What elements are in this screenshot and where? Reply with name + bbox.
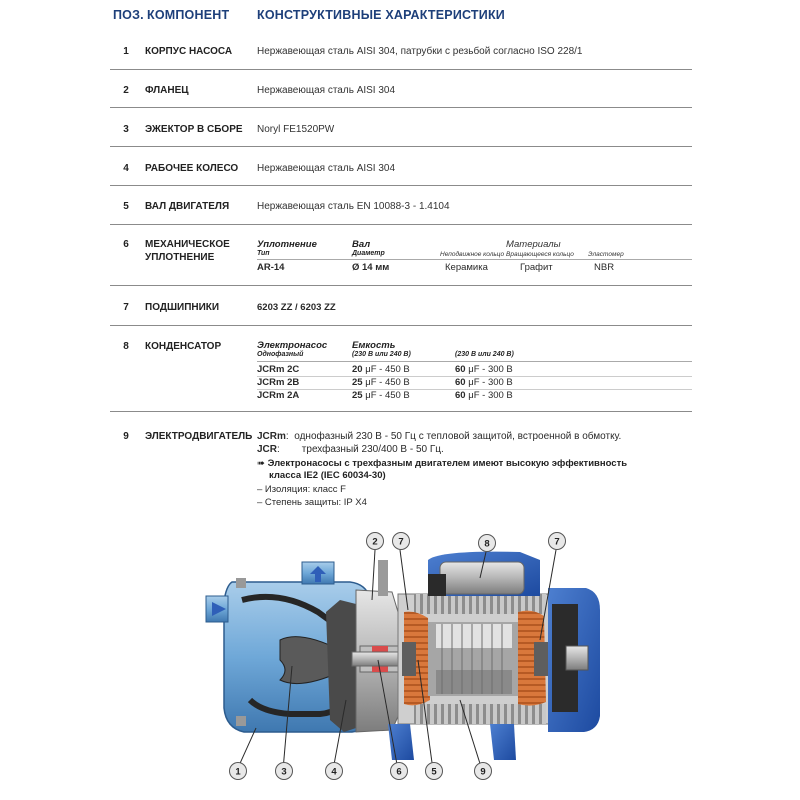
row-divider xyxy=(110,285,692,286)
row-description: Нержавеющая сталь EN 10088-3 - 1.4104 xyxy=(257,201,450,212)
callout-label: 9 xyxy=(480,766,486,778)
row-component: КОРПУС НАСОСА xyxy=(145,46,233,57)
seal-type-value: AR-14 xyxy=(257,262,285,273)
jcrm-label: JCRm xyxy=(257,431,286,442)
row-number: 1 xyxy=(123,46,129,57)
capacitor-value-1: 25 xyxy=(352,390,363,401)
elastomer-value: NBR xyxy=(594,262,615,273)
capacitor-unit-1: μF - 450 В xyxy=(365,364,410,375)
arrow-icon: ➠ xyxy=(257,458,265,469)
seal-name-line2: УПЛОТНЕНИЕ xyxy=(145,252,215,263)
callout-1 xyxy=(228,761,248,781)
rotating-ring-label: Вращающееся кольцо xyxy=(506,251,574,258)
row-divider xyxy=(110,224,692,225)
rotating-ring-value: Графит xyxy=(520,262,553,273)
callout-label: 7 xyxy=(398,536,404,548)
capacity-voltage-2: (230 В или 240 В) xyxy=(455,351,514,358)
header-characteristics: КОНСТРУКТИВНЫЕ ХАРАКТЕРИСТИКИ xyxy=(257,8,505,22)
capacitor-unit-2: μF - 300 В xyxy=(468,364,513,375)
callout-9 xyxy=(473,761,493,781)
capacitor-value-2: 60 xyxy=(455,377,466,388)
header-pos: ПОЗ. xyxy=(113,8,144,22)
pump-cross-section-illustration xyxy=(0,520,800,800)
capacitor-value-2: 60 xyxy=(455,390,466,401)
row-number: 5 xyxy=(123,201,129,212)
row-divider xyxy=(110,107,692,108)
callout-label: 5 xyxy=(431,766,437,778)
row-component: КОНДЕНСАТОР xyxy=(145,341,222,352)
callout-label: 8 xyxy=(484,538,490,550)
capacitor-unit-2: μF - 300 В xyxy=(468,377,513,388)
callout-label: 4 xyxy=(331,766,337,778)
row-description: Noryl FE1520PW xyxy=(257,124,335,135)
single-phase-label: Однофазный xyxy=(257,351,304,358)
pump-col-header: Электронасос xyxy=(257,340,328,351)
callout-3 xyxy=(274,761,294,781)
row-number: 3 xyxy=(123,124,129,135)
row-number: 4 xyxy=(123,163,129,174)
elastomer-label: Эластомер xyxy=(588,251,624,258)
row-number: 9 xyxy=(123,431,129,442)
jcr-label: JCR xyxy=(257,444,278,455)
row-number: 2 xyxy=(123,85,129,96)
row-divider xyxy=(110,185,692,186)
protection-class: – Степень защиты: IP X4 xyxy=(257,497,367,508)
materials-col-header: Материалы xyxy=(506,239,561,250)
jcr-text: трехфазный 230/400 В - 50 Гц. xyxy=(301,444,444,455)
shaft-diameter-value: Ø 14 мм xyxy=(352,262,390,273)
row-number: 6 xyxy=(123,239,129,250)
row-component: ВАЛ ДВИГАТЕЛЯ xyxy=(145,201,230,212)
bearings-value: 6203 ZZ / 6203 ZZ xyxy=(257,302,336,313)
callout-label: 6 xyxy=(396,766,402,778)
row-divider xyxy=(110,146,692,147)
row-number: 8 xyxy=(123,341,129,352)
row-component: ЭЛЕКТРОДВИГАТЕЛЬ xyxy=(145,431,253,442)
row-description: Нержавеющая сталь AISI 304 xyxy=(257,85,396,96)
jcrm-text: однофазный 230 В - 50 Гц с тепловой защитой, встроенной в обмотку. xyxy=(294,431,622,442)
efficiency-note-line1: Электронасосы с трехфазным двигателем имеют высокую эффективность xyxy=(267,458,628,469)
efficiency-note xyxy=(257,458,627,482)
capacitor-unit-1: μF - 450 В xyxy=(365,390,410,401)
row-number: 7 xyxy=(123,302,129,313)
seal-type-label: Тип xyxy=(257,250,270,257)
efficiency-note-line2: класса IE2 (IEC 60034-30) xyxy=(269,470,386,481)
capacitor-value-1: 25 xyxy=(352,377,363,388)
row-divider xyxy=(110,411,692,412)
row-divider xyxy=(110,69,692,70)
capacitor-unit-2: μF - 300 В xyxy=(468,390,513,401)
fixed-ring-value: Керамика xyxy=(445,262,488,273)
row-description: Нержавеющая сталь AISI 304 xyxy=(257,163,396,174)
capacitor-model: JCRm 2C xyxy=(257,364,300,375)
callout-4 xyxy=(324,761,344,781)
row-component: ПОДШИПНИКИ xyxy=(145,302,220,313)
row-component: ФЛАНЕЦ xyxy=(145,85,189,96)
callout-8 xyxy=(477,533,497,553)
seal-subheader-rule xyxy=(257,259,692,260)
row-component xyxy=(145,238,230,264)
callout-label: 1 xyxy=(235,766,241,778)
seal-name-line1: МЕХАНИЧЕСКОЕ xyxy=(145,239,230,250)
capacity-col-header: Емкость xyxy=(352,340,396,351)
callout-5 xyxy=(424,761,444,781)
row-description: Нержавеющая сталь AISI 304, патрубки с резьбой согласно ISO 228/1 xyxy=(257,46,583,57)
seal-col-header: Уплотнение xyxy=(257,239,317,250)
callout-2 xyxy=(365,531,385,551)
callout-7-rear xyxy=(547,531,567,551)
callout-6 xyxy=(389,761,409,781)
header-component: КОМПОНЕНТ xyxy=(147,8,230,22)
callout-7-front xyxy=(391,531,411,551)
shaft-col-header: Вал xyxy=(352,239,371,250)
capacitor-model: JCRm 2A xyxy=(257,390,300,401)
row-divider xyxy=(110,325,692,326)
row-component: ЭЖЕКТОР В СБОРЕ xyxy=(145,124,243,135)
capacity-voltage-1: (230 В или 240 В) xyxy=(352,351,411,358)
fixed-ring-label: Неподвижное кольцо xyxy=(440,251,505,258)
shaft-diameter-label: Диаметр xyxy=(352,250,385,257)
capacitor-unit-1: μF - 450 В xyxy=(365,377,410,388)
capacitor-model: JCRm 2B xyxy=(257,377,300,388)
capacitor-subheader-rule xyxy=(257,361,692,362)
insulation-class: – Изоляция: класс F xyxy=(257,484,346,495)
row-component: РАБОЧЕЕ КОЛЕСО xyxy=(145,163,239,174)
capacitor-value-1: 20 xyxy=(352,364,363,375)
capacitor-value-2: 60 xyxy=(455,364,466,375)
callout-label: 3 xyxy=(281,766,287,778)
callout-label: 2 xyxy=(372,536,378,548)
callout-label: 7 xyxy=(554,536,560,548)
